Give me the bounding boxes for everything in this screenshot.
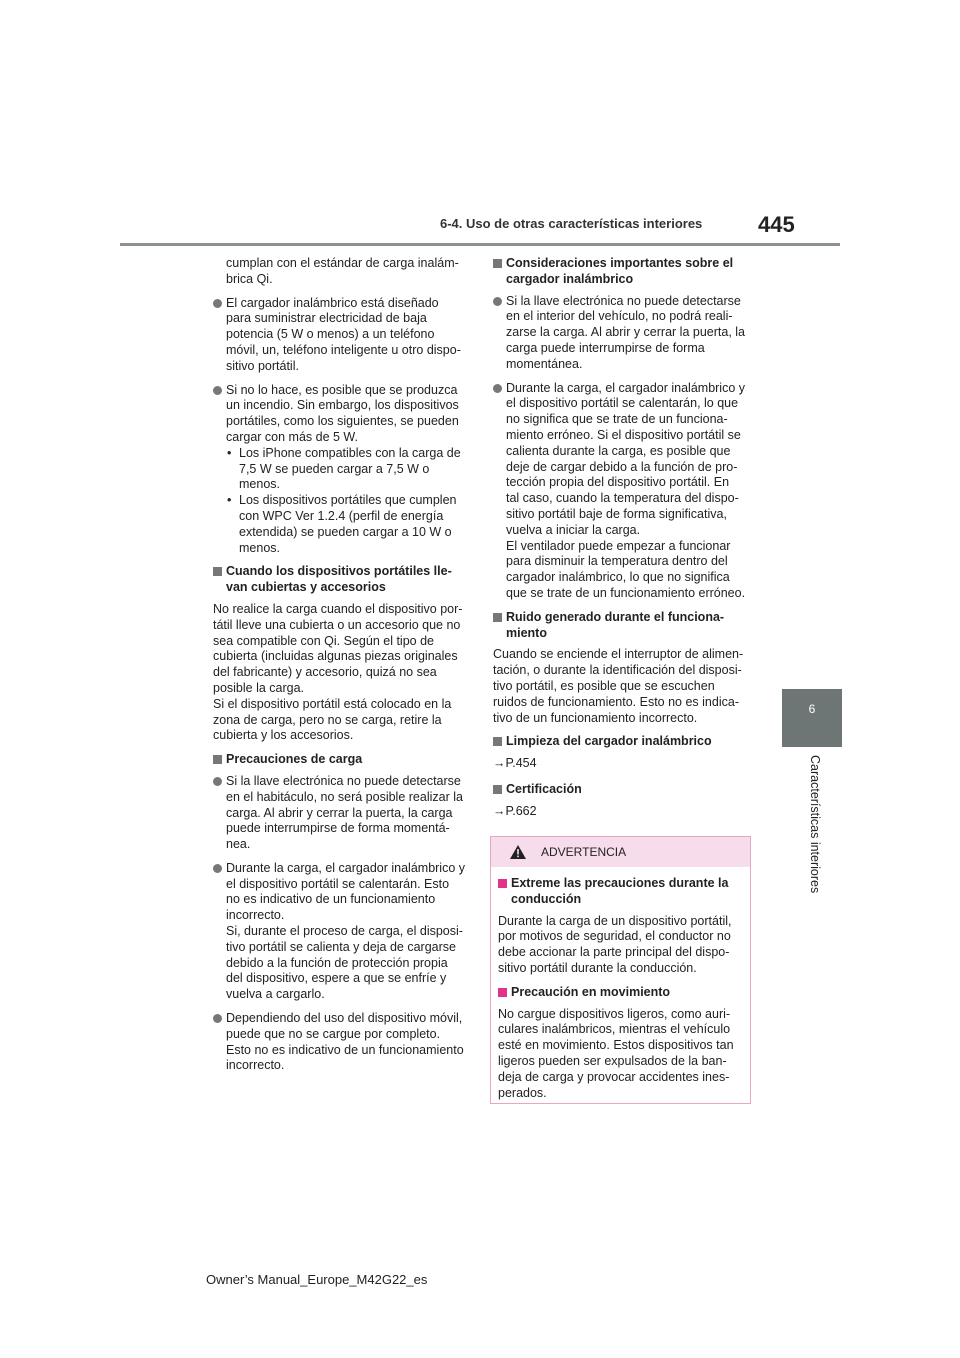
bullet-text: Si la llave electrónica no puede detectarse en el habitáculo, no será posible realizar la carga. Al abrir y cerrar la puerta, la carga puede interrumpirse de forma momentá- nea. (226, 773, 463, 852)
dash-text: Los dispositivos portátiles que cumplen con WPC Ver 1.2.4 (perfil de energía extendida) se pueden cargar a 10 W o menos. (239, 493, 457, 555)
square-bullet-icon (498, 988, 507, 997)
page-number: 445 (758, 212, 795, 237)
bullet-icon (213, 864, 222, 873)
bullet-icon (493, 384, 502, 393)
subsection-heading: Cuando los dispositivos portátiles lle- van cubiertas y accesorios (213, 564, 466, 596)
list-item (213, 383, 466, 446)
dash-item (213, 493, 466, 556)
bullet-text: Durante la carga, el cargador inalámbrico y el dispositivo portátil se calentarán. Esto no es indicativo de un funcionamiento incorrecto. Si, durante el proceso de carga, el disposi- tivo portátil se calienta y deja de cargarse debido a la función de protección propia del dispositivo, espere a que se enfríe y vuelva a cargarlo. (226, 860, 466, 1002)
warning-box (490, 836, 751, 1104)
warning-text: No cargue dispositivos ligeros, como auri- culares inalámbricos, mientras el vehículo esté en movimiento. Estos dispositivos tan ligeros pueden ser expulsados de la ban- deja de carga y provocar accidentes ines- perados. (498, 1006, 734, 1100)
dash-item (213, 446, 466, 493)
subsection-heading: Certificación (493, 782, 751, 798)
dash-marker: • (227, 445, 232, 460)
warning-heading: Precaución en movimiento (498, 985, 743, 1001)
dash-marker: • (227, 493, 232, 508)
page-reference: →P.454 (493, 756, 537, 771)
bullet-icon (213, 299, 222, 308)
list-item (493, 294, 751, 373)
warning-heading: Extreme las precauciones durante la conducción (498, 876, 743, 908)
square-bullet-icon (213, 755, 222, 764)
bullet-text: Si la llave electrónica no puede detectarse en el interior del vehículo, no podrá reali- zarse la carga. Al abrir y cerrar la puerta, la carga puede interrumpirse de forma momentánea. (506, 293, 745, 371)
warning-triangle-icon (509, 844, 527, 860)
dash-text: Los iPhone compatibles con la carga de 7,5 W se pueden cargar a 7,5 W o menos. (239, 445, 461, 492)
chapter-tab: 6 (782, 689, 842, 747)
chapter-label: Características interiores (808, 755, 822, 894)
subsection-heading: Precauciones de carga (213, 752, 466, 768)
square-bullet-icon (213, 567, 222, 576)
body-text: No realice la carga cuando el dispositivo por- tátil lleve una cubierta o un accesorio que no sea compatible con Qi. Según el tipo de cubierta (incluidas algunas piezas originales del fabricante) y accesorio, quizá no sea posible la carga. Si el dispositivo portátil está colocado en la zona de carga, pero no se carga, retire la cubierta y los accesorios. (213, 601, 463, 743)
bullet-icon (213, 777, 222, 786)
subsection-heading: Ruido generado durante el funciona- miento (493, 610, 751, 642)
list-item (213, 1011, 466, 1074)
square-bullet-icon (498, 879, 507, 888)
bullet-icon (213, 1014, 222, 1023)
bullet-icon (213, 386, 222, 395)
warning-text: Durante la carga de un dispositivo portátil, por motivos de seguridad, el conductor no debe accionar la parte principal del dispo- sitivo portátil durante la conducción. (498, 913, 732, 975)
list-item (213, 774, 466, 853)
square-bullet-icon (493, 737, 502, 746)
subsection-heading: Consideraciones importantes sobre el cargador inalámbrico (493, 256, 751, 288)
intro-text: cumplan con el estándar de carga inalám- brica Qi. (226, 256, 459, 286)
bullet-text: El cargador inalámbrico está diseñado para suministrar electricidad de baja potencia (5 W o menos) a un teléfono móvil, un, teléfono inteligente u otro dispo- sitivo portátil. (226, 295, 461, 373)
bullet-text: Dependiendo del uso del dispositivo móvil, puede que no se cargue por completo. Esto no es indicativo de un funcionamiento incorrecto. (226, 1011, 464, 1073)
warning-header (491, 837, 750, 867)
right-column (493, 256, 751, 830)
warning-title: ADVERTENCIA (541, 845, 627, 859)
square-bullet-icon (493, 259, 502, 268)
bullet-text: Durante la carga, el cargador inalámbrico y el dispositivo portátil se calentarán, lo que no significa que se trate de un funciona- miento erróneo. Si el dispositivo portátil se calienta durante la carga, es posible que deje de cargar debido a la función de pro- tección propia del dispositivo portátil. En tal caso, cuando la temperatura del dispo- sitivo portátil baje de forma significativa, vuelva a iniciar la carga. El ventilador puede empezar a funcionar para disminuir la temperatura dentro del cargador inalámbrico, lo que no significa que se trate de un funcionamiento erróneo. (506, 380, 746, 600)
section-title: 6-4. Uso de otras características interiores (440, 216, 703, 231)
square-bullet-icon (493, 613, 502, 622)
bullet-icon (493, 297, 502, 306)
header-divider (120, 243, 840, 246)
list-item (213, 861, 466, 1003)
warning-body (491, 867, 750, 1101)
list-item (493, 381, 751, 602)
footer-text: Owner’s Manual_Europe_M42G22_es (206, 1272, 428, 1287)
subsection-heading: Limpieza del cargador inalámbrico (493, 734, 751, 750)
page-reference: →P.662 (493, 803, 537, 818)
left-column (213, 256, 466, 1082)
list-item (213, 296, 466, 375)
square-bullet-icon (493, 785, 502, 794)
body-text: Cuando se enciende el interruptor de alimen- tación, o durante la identificación del disposi- tivo portátil, es posible que se escuchen ruidos de funcionamiento. Esto no es indica- tivo de un funcionamiento incorrecto. (493, 647, 744, 725)
bullet-text: Si no lo hace, es posible que se produzca un incendio. Sin embargo, los dispositivos portátiles, como los siguientes, se pueden cargar con más de 5 W. (226, 382, 459, 444)
